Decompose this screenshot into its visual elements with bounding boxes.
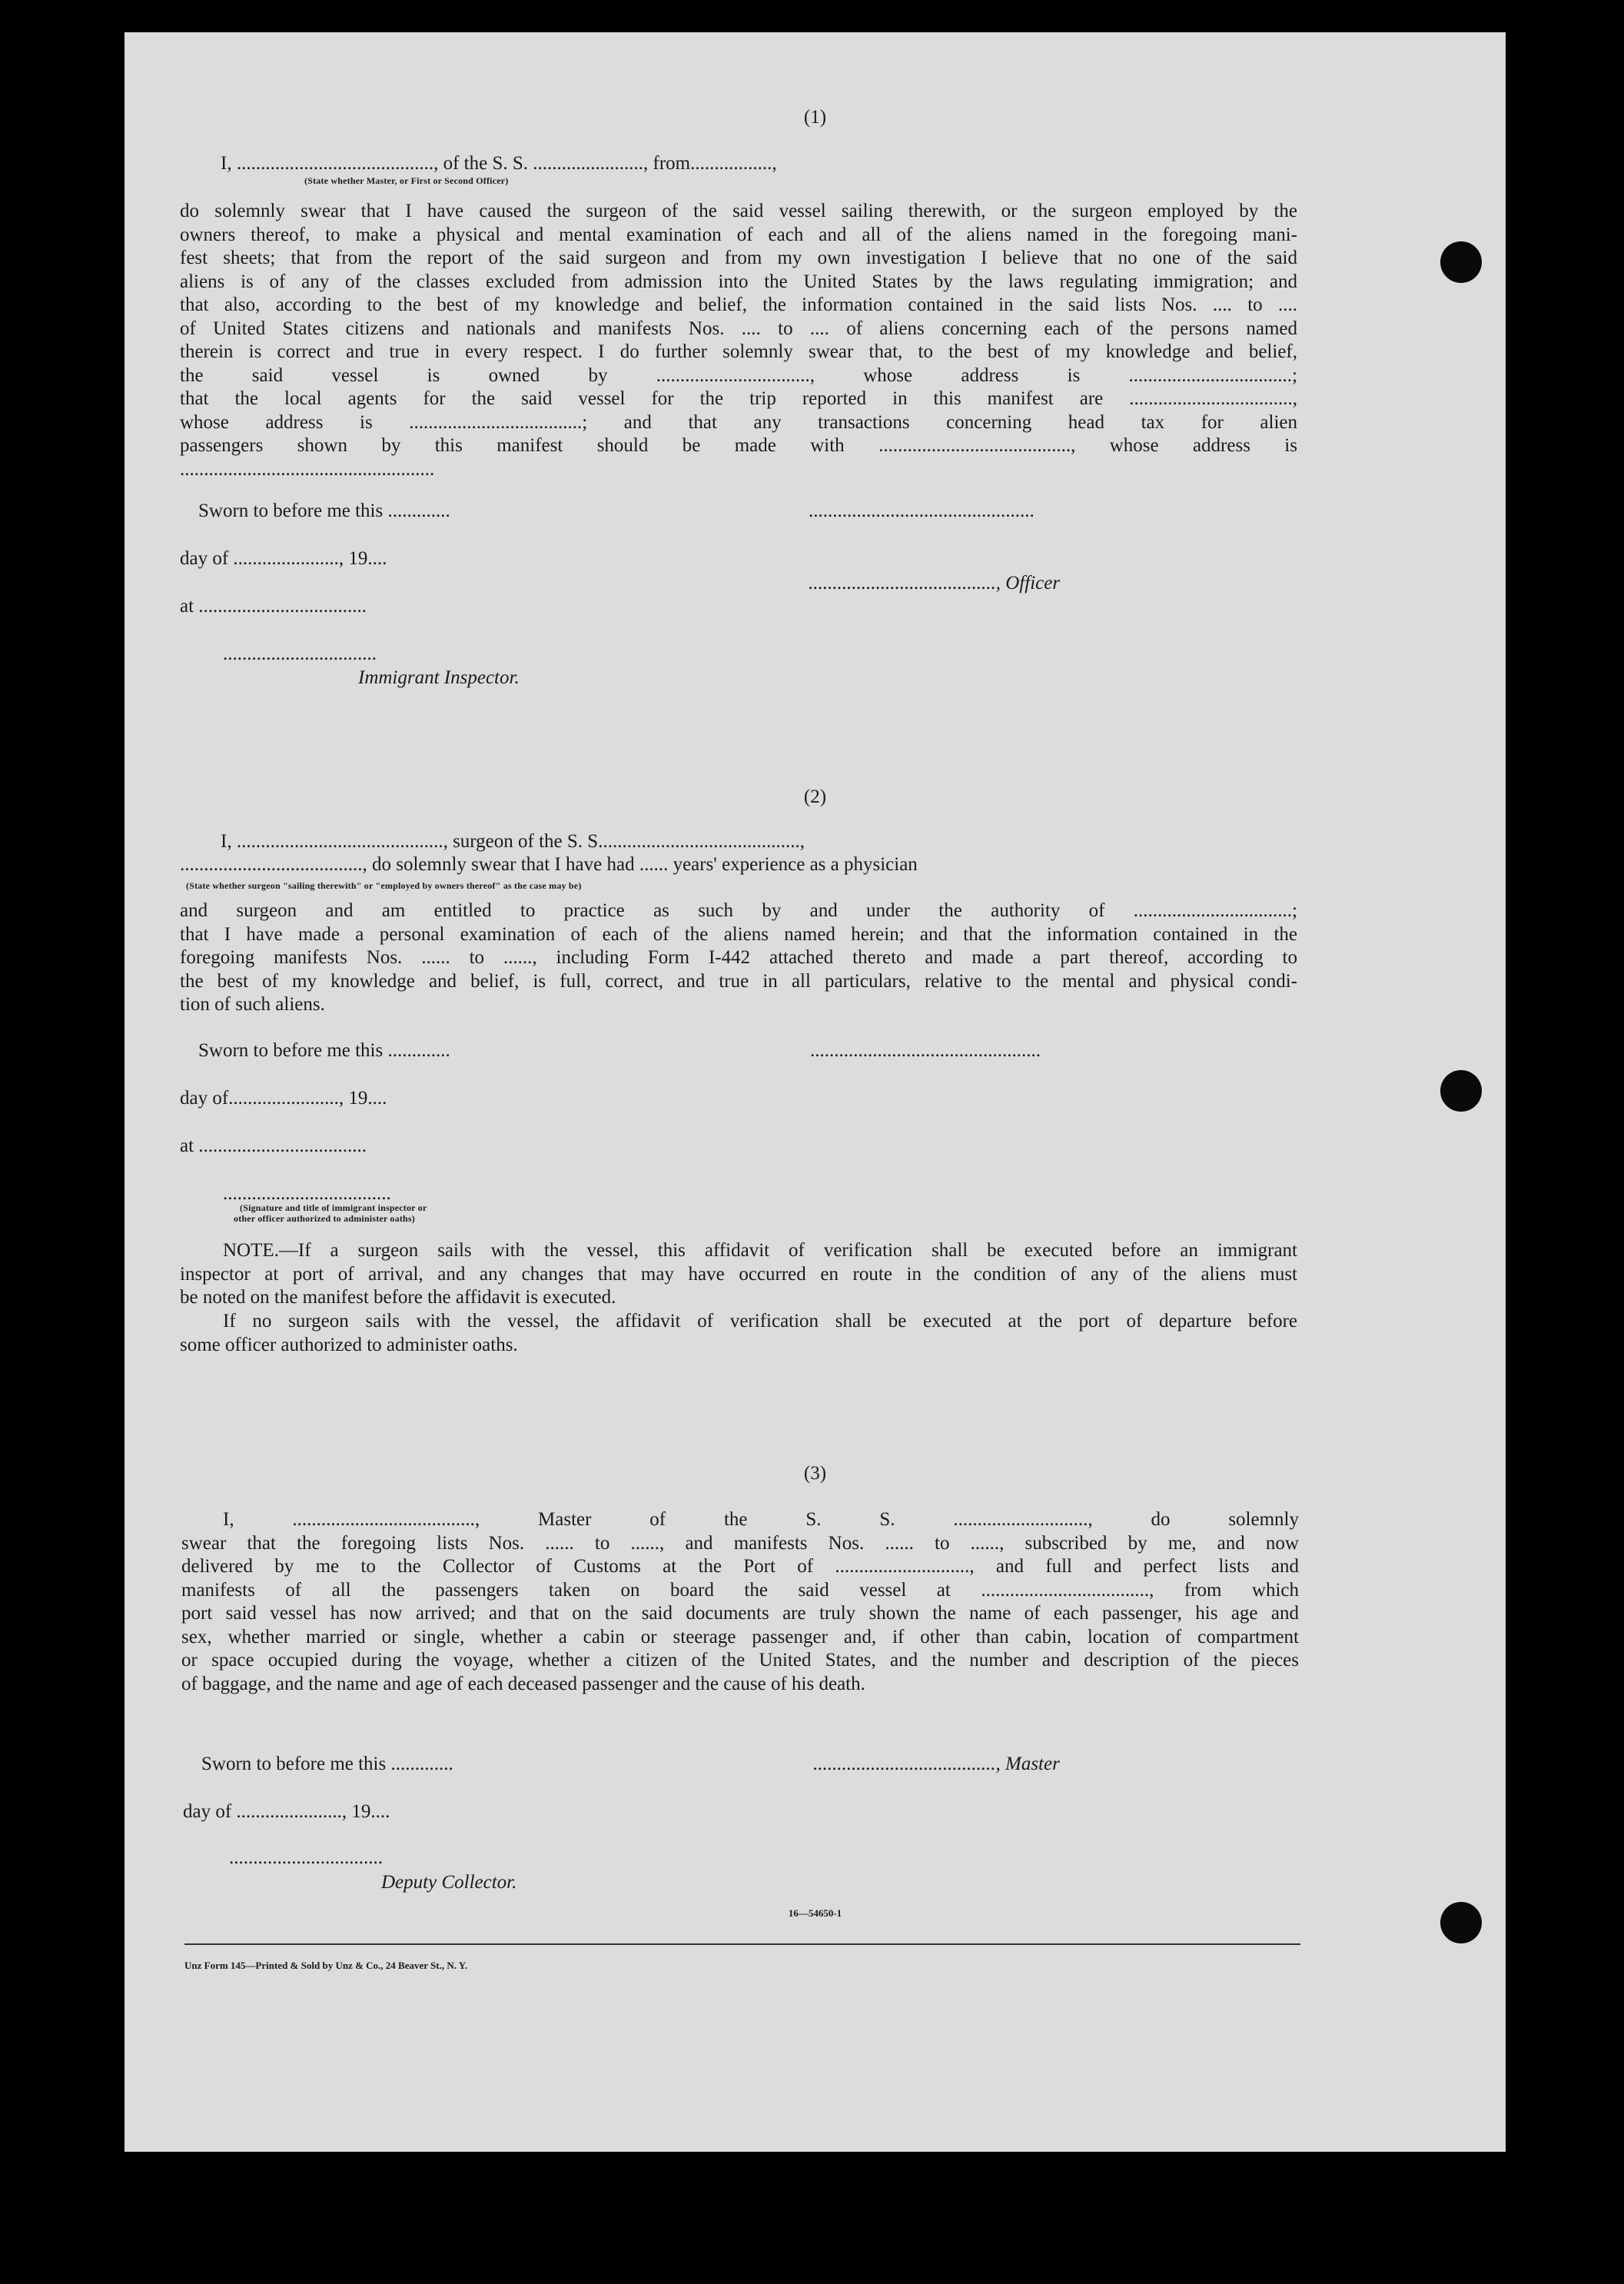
section-2-first-line: I, ..........................................., surgeon of the S. S.........................................., [221, 831, 805, 852]
paragraph-line: passengers shown by this manifest should be made with ........................................, whose address is [180, 435, 1297, 456]
note-line: be noted on the manifest before the affidavit is executed. [180, 1287, 616, 1308]
section-3-collector-dots: ................................ [229, 1847, 383, 1868]
footer-printer-line: Unz Form 145—Printed & Sold by Unz & Co., 24 Beaver St., N. Y. [184, 1960, 468, 1971]
paragraph-line: aliens is of any of the classes excluded from admission into the United States by the laws regulating immigration; and [180, 271, 1297, 292]
punch-hole [1440, 241, 1482, 283]
punch-hole [1440, 1902, 1482, 1943]
section-1-day: day of ......................, 19.... [180, 548, 387, 569]
paragraph-line: foregoing manifests Nos. ...... to ......, including Form I-442 attached thereto and made a part thereof, according to [180, 947, 1297, 968]
section-1-sworn: Sworn to before me this ............. [198, 500, 450, 521]
section-2-note-1 [180, 1239, 1297, 1310]
document-page [125, 32, 1506, 2152]
paragraph-line: port said vessel has now arrived; and that on the said documents are truly shown the name of each passenger, his age and [181, 1603, 1299, 1624]
section-3-paragraph [181, 1508, 1299, 1696]
footer-divider [184, 1943, 1300, 1945]
section-2-second-line-note: (State whether surgeon "sailing therewith" or "employed by owners thereof" as the case may be) [186, 880, 582, 891]
paragraph-line: the best of my knowledge and belief, is full, correct, and true in all particulars, relative to the mental and physical condi- [180, 970, 1297, 992]
note-line: NOTE.—If a surgeon sails with the vessel, this affidavit of verification shall be executed before an immigrant [223, 1240, 1297, 1261]
paragraph-line: and surgeon and am entitled to practice as such by and under the authority of .................................; [180, 900, 1297, 921]
paragraph-line: or space occupied during the voyage, whether a citizen of the United States, and the number and description of the pieces [181, 1650, 1299, 1671]
section-1-first-line-note: (State whether Master, or First or Second Officer) [304, 175, 509, 186]
punch-hole [1440, 1070, 1482, 1112]
section-2-signature-dots: ................................... [223, 1183, 391, 1204]
section-2-paragraph [180, 899, 1297, 1017]
paragraph-line: the said vessel is owned by ................................, whose address is ..................................; [180, 364, 1297, 386]
paragraph-line: that also, according to the best of my knowledge and belief, the information contained in the said lists Nos. .... to .... [180, 294, 1297, 315]
note-line: some officer authorized to administer oaths. [180, 1334, 518, 1355]
section-2-day: day of......................., 19.... [180, 1088, 387, 1109]
section-2-second-line: ......................................, do solemnly swear that I have had ...... years' experience as a physician [180, 854, 918, 875]
paragraph-line: tion of such aliens. [180, 994, 325, 1015]
section-2-sworn: Sworn to before me this ............. [198, 1040, 450, 1061]
section-3-number: (3) [803, 1463, 827, 1484]
paragraph-line: whose address is ....................................; and that any transactions concerning head tax for alien [180, 411, 1297, 433]
paragraph-line: ..................................................... [180, 458, 435, 480]
section-1-officer-line: ......................................., Officer [809, 573, 1061, 593]
section-2-note-2 [180, 1310, 1297, 1357]
note-line: inspector at port of arrival, and any changes that may have occurred en route in the condition of any of the aliens must [180, 1263, 1297, 1285]
paragraph-line: that the local agents for the said vessel for the trip reported in this manifest are .................................., [180, 388, 1297, 409]
paragraph-line: manifests of all the passengers taken on board the said vessel at ..................................., from which [181, 1579, 1299, 1601]
section-2-right-dots: ................................................ [810, 1040, 1041, 1061]
section-3-master-line: ......................................, Master [813, 1754, 1060, 1774]
paragraph-line: swear that the foregoing lists Nos. ...... to ......, and manifests Nos. ...... to ......, subscribed by me, and now [181, 1532, 1299, 1554]
paragraph-line: delivered by me to the Collector of Customs at the Port of ............................, and full and perfect lists and [181, 1556, 1299, 1577]
section-3-collector-title: Deputy Collector. [381, 1872, 517, 1893]
section-2-signature-note-2: other officer authorized to administer oaths) [234, 1213, 415, 1224]
paragraph-line: do solemnly swear that I have caused the surgeon of the said vessel sailing therewith, or the surgeon employed by the [180, 201, 1297, 221]
section-1-inspector-title: Immigrant Inspector. [358, 667, 520, 688]
section-1-inspector-dots: ................................ [223, 643, 377, 664]
paragraph-line: of United States citizens and nationals and manifests Nos. .... to .... of aliens concerning each of the persons named [180, 317, 1297, 339]
section-3-sworn: Sworn to before me this ............. [201, 1754, 453, 1774]
note-line: If no surgeon sails with the vessel, the affidavit of verification shall be executed at the port of departure before [223, 1311, 1297, 1332]
section-1-at: at ................................... [180, 596, 367, 617]
paragraph-line: therein is correct and true in every respect. I do further solemnly swear that, to the best of my knowledge and belief, [180, 341, 1297, 362]
paragraph-line: that I have made a personal examination of each of the aliens named herein; and that the information contained in the [180, 923, 1297, 945]
section-2-number: (2) [803, 786, 827, 807]
paragraph-line: owners thereof, to make a physical and mental examination of each and all of the aliens named in the foregoing mani- [180, 224, 1297, 245]
section-2-signature-note-1: (Signature and title of immigrant inspector or [240, 1202, 427, 1213]
section-1-officer-dots: ............................................... [809, 500, 1035, 521]
section-2-at: at ................................... [180, 1135, 367, 1156]
section-1-paragraph [180, 200, 1297, 481]
section-1-first-line: I, ........................................., of the S. S. ......................., from................., [221, 153, 777, 174]
paragraph-line: I, ......................................, Master of the S. S. ............................, do solemnly [223, 1509, 1299, 1530]
section-3-day: day of ......................, 19.... [183, 1801, 390, 1822]
paragraph-line: of baggage, and the name and age of each deceased passenger and the cause of his death. [181, 1673, 865, 1694]
section-1-number: (1) [803, 107, 827, 128]
paragraph-line: fest sheets; that from the report of the said surgeon and from my own investigation I believe that no one of the said [180, 248, 1297, 268]
paragraph-line: sex, whether married or single, whether a cabin or steerage passenger and, if other than cabin, location of compartment [181, 1626, 1299, 1647]
form-code: 16—54650-1 [788, 1907, 842, 1919]
